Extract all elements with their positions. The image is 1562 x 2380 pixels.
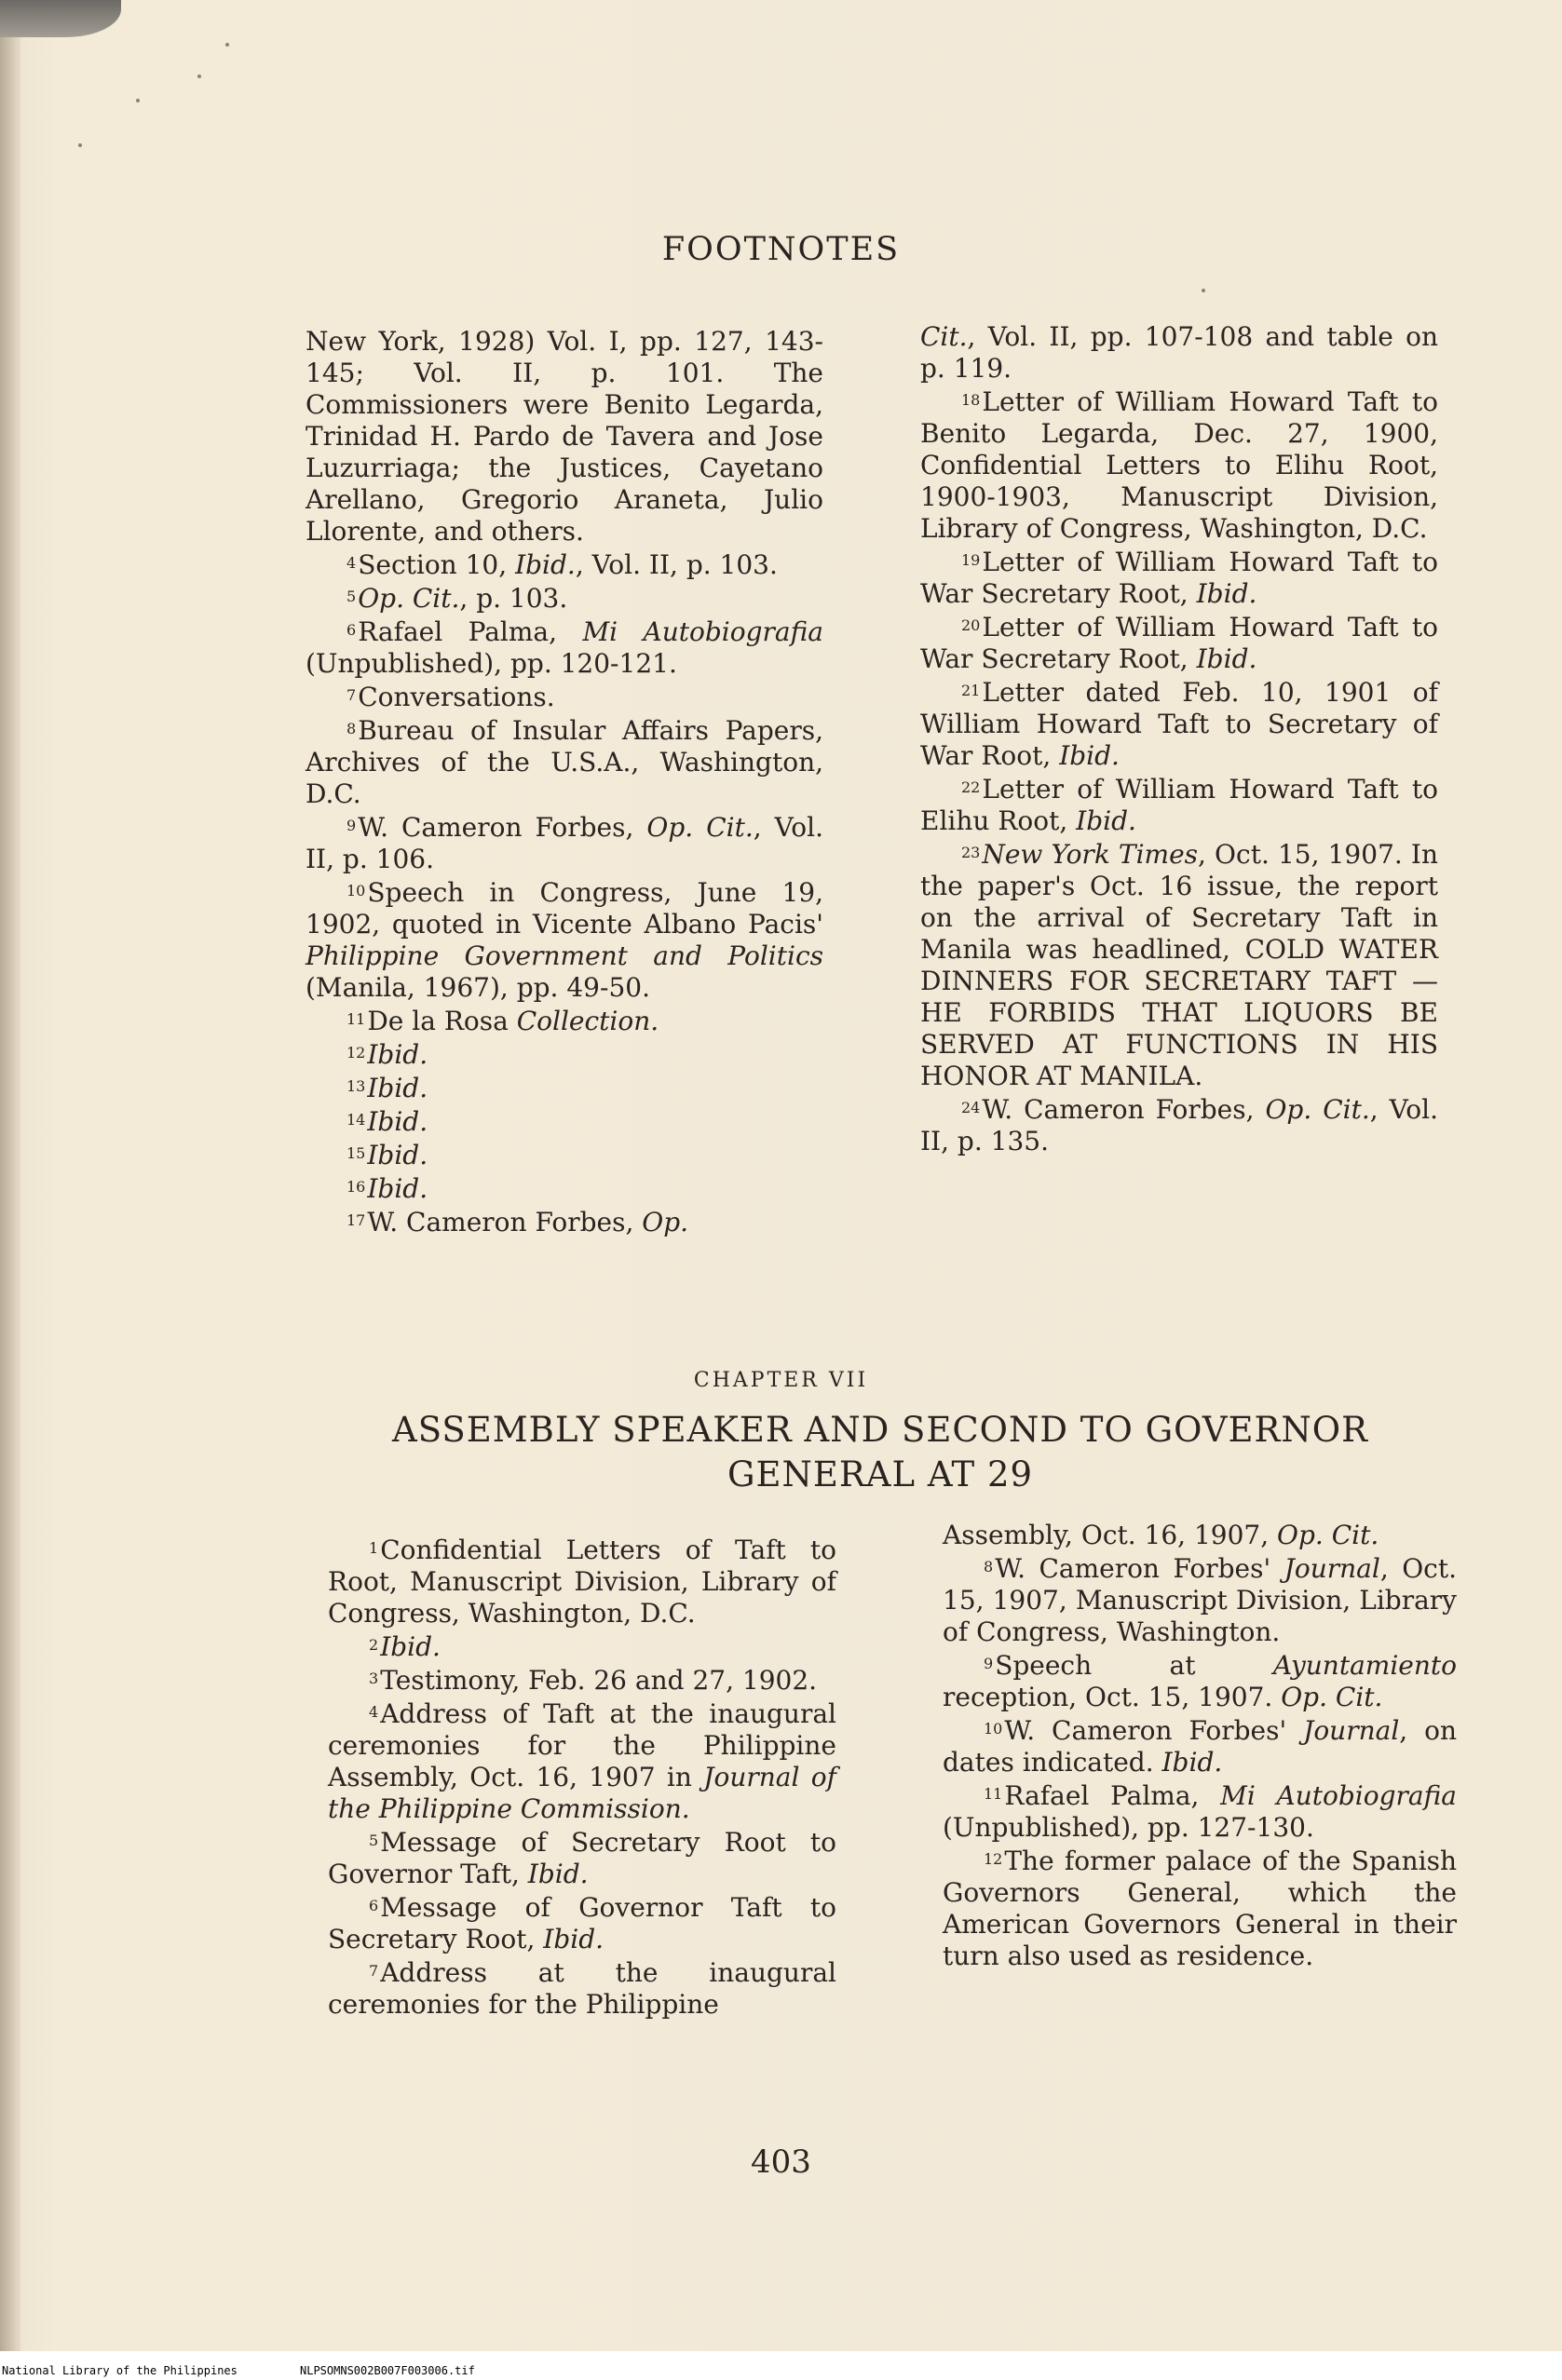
footnote [306, 1037, 823, 1071]
footnote-text: Rafael Palma, [1004, 1780, 1221, 1811]
footnote [306, 326, 823, 548]
footnote-text: Ibid. [380, 1631, 441, 1662]
footnote-number: 2 [369, 1636, 379, 1654]
footnote-text: Message of Governor Taft to Secretary Root, [328, 1892, 836, 1954]
footnote-text: Op. Cit. [1265, 1094, 1370, 1125]
footnote-number: 7 [369, 1962, 379, 1980]
footnote-text: Letter of William Howard Taft to War Secretary Root, [920, 547, 1438, 609]
footnote [920, 837, 1438, 1092]
footnote-text: Ibid. [515, 549, 576, 580]
footnote [920, 385, 1438, 545]
footnote-number: 6 [369, 1897, 379, 1914]
footnote-text: Op. Cit. [1281, 1682, 1383, 1712]
footnote-number: 7 [346, 686, 357, 704]
footnote-text: Ibid. [1076, 805, 1136, 836]
footnote [943, 1713, 1457, 1778]
footnote-text: W. Cameron Forbes' [1004, 1715, 1304, 1746]
footnote-number: 8 [346, 720, 357, 737]
footnote-text: Cit. [920, 321, 968, 352]
footnote-text: The former palace of the Spanish Governors General, which the American Governors General in their turn also used as residence. [943, 1846, 1457, 1971]
footnote-text: Op. [642, 1207, 689, 1237]
footnote [943, 1648, 1457, 1713]
footnote-text: Speech in Congress, June 19, 1902, quoted in Vicente Albano Pacis' [306, 877, 823, 940]
footnote-text: Conversations. [358, 682, 555, 712]
footnotes-right-column [920, 321, 1438, 1157]
footnote [306, 680, 823, 713]
footnote-number: 5 [369, 1832, 379, 1849]
footnote-text: Address at the inaugural ceremonies for the Philippine [328, 1957, 836, 2020]
footnote-number: 17 [346, 1211, 366, 1229]
chapter-label: CHAPTER VII [693, 1369, 869, 1392]
footnote-text: Ibid. [367, 1039, 428, 1070]
page-number: 403 [751, 2143, 811, 2181]
footnote-text: Journal of the Philippine Commission. [328, 1762, 836, 1824]
footnote [943, 1551, 1457, 1648]
footnote [943, 1520, 1457, 1551]
footnote [920, 1092, 1438, 1157]
footnote-text: De la Rosa [367, 1006, 517, 1036]
footnote-number: 3 [369, 1670, 379, 1687]
footnote [328, 1890, 836, 1955]
footnote-number: 16 [346, 1178, 366, 1196]
footnote-text: Mi Autobiografia [1220, 1780, 1457, 1811]
footnote-text: Ibid. [527, 1859, 589, 1889]
footnote [306, 1004, 823, 1037]
binding-shadow [0, 0, 20, 2351]
footnote-text: , Oct. 15, 1907. In the paper's Oct. 16 issue, the report on the arrival of Secretary Taft in Manila was headlined, COLD WATER DINNERS FOR SECRETARY TAFT — HE FORBIDS THAT LIQUORS BE SERVED AT FUNCTIONS IN HIS HONOR AT MANILA. [920, 839, 1438, 1091]
footnote-text: Testimony, Feb. 26 and 27, 1902. [380, 1665, 818, 1696]
footnote-text: Confidential Letters of Taft to Root, Manuscript Division, Library of Congress, Washington, D.C. [328, 1535, 836, 1629]
footnote-text: , Vol. II, pp. 107-108 and table on p. 119. [920, 321, 1438, 384]
scan-footer [0, 2351, 1562, 2380]
footnote [306, 1171, 823, 1205]
footnote-text: Journal [1284, 1553, 1380, 1584]
footnote-number: 8 [984, 1558, 994, 1575]
footnote [306, 713, 823, 810]
footnote-number: 9 [346, 817, 357, 834]
footnote [328, 1663, 836, 1697]
footnote [306, 1071, 823, 1104]
footnote [920, 772, 1438, 837]
footnote-text: Ibid. [367, 1106, 428, 1137]
footnote-text: Journal [1303, 1715, 1400, 1746]
footnote-number: 5 [346, 588, 357, 605]
footnote-text: W. Cameron Forbes' [995, 1553, 1284, 1584]
footnote-number: 12 [346, 1044, 366, 1062]
footnote-text: W. Cameron Forbes, [367, 1207, 643, 1237]
footnote [306, 1138, 823, 1171]
footnote-text: Bureau of Insular Affairs Papers, Archives of the U.S.A., Washington, D.C. [306, 715, 823, 809]
chapter-title [307, 1408, 1453, 1497]
footnote-text: Ibid. [1196, 578, 1257, 609]
footnote [306, 875, 823, 1004]
speck [225, 43, 229, 47]
footer-library: National Library of the Philippines [2, 2364, 238, 2377]
speck [136, 99, 140, 102]
footer-filename: NLPSOMNS002B007F003006.tif [300, 2364, 475, 2377]
footnote-text: Philippine Government and Politics [306, 940, 823, 971]
footnote-number: 10 [346, 882, 366, 899]
footnote-text: W. Cameron Forbes, [982, 1094, 1266, 1125]
footnote [328, 1825, 836, 1890]
footnote [943, 1844, 1457, 1972]
footnote-text: Ibid. [1196, 643, 1257, 674]
footnote-number: 18 [961, 391, 981, 409]
footnote-number: 9 [984, 1655, 994, 1672]
footnote [920, 610, 1438, 675]
speck [197, 74, 201, 78]
footnote-text: Message of Secretary Root to Governor Taft, [328, 1827, 836, 1889]
footnote-text: W. Cameron Forbes, [358, 812, 647, 843]
footnote-text: New York, 1928) Vol. I, pp. 127, 143-145; Vol. II, p. 101. The Commissioners were Benito Legarda, Trinidad H. Pardo de Tavera and Jose Luzurriaga; the Justices, Cayetano Arellano, Gregorio Araneta, Julio Llorente, and others. [306, 326, 823, 547]
footnote-text: Address of Taft at the inaugural ceremonies for the Philippine Assembly, Oct. 16, 1907 in [328, 1698, 836, 1792]
footnote [943, 1778, 1457, 1844]
footnote-number: 21 [961, 682, 981, 699]
footnotes-left-column [306, 326, 823, 1238]
footnote-number: 6 [346, 621, 357, 639]
footnote-number: 13 [346, 1077, 366, 1095]
speck [78, 143, 82, 147]
footnote-text: Letter of William Howard Taft to Benito Legarda, Dec. 27, 1900, Confidential Letters to Elihu Root, 1900-1903, Manuscript Division, Library of Congress, Washington, D.C. [920, 386, 1438, 544]
footnote-text: Speech at [995, 1650, 1273, 1681]
footnote-number: 24 [961, 1099, 981, 1116]
footnote-number: 12 [984, 1850, 1003, 1868]
footnote-text: , Vol. II, p. 135. [920, 1094, 1438, 1156]
footnote-text: Letter dated Feb. 10, 1901 of William Howard Taft to Secretary of War Root, [920, 677, 1438, 771]
footnote-text: (Unpublished), pp. 127-130. [943, 1812, 1314, 1843]
footnote-number: 11 [346, 1010, 366, 1028]
footnote-number: 22 [961, 778, 981, 796]
footnote-text: , Oct. 15, 1907, Manuscript Division, Library of Congress, Washington. [943, 1553, 1457, 1647]
footnote [328, 1629, 836, 1663]
footnote-text: (Unpublished), pp. 120-121. [306, 648, 677, 679]
speck [1202, 289, 1205, 292]
footnote [306, 581, 823, 615]
footnote-text: Letter of William Howard Taft to Elihu Root, [920, 774, 1438, 836]
chapter-title-line2: GENERAL AT 29 [727, 1454, 1034, 1494]
footnote [920, 321, 1438, 385]
footnote-number: 4 [369, 1703, 379, 1721]
footnote-number: 23 [961, 844, 981, 861]
footnote-text: , Vol. II, p. 103. [575, 549, 778, 580]
footnote-text: Op. Cit. [646, 812, 754, 843]
footnote-text: New York Times [982, 839, 1199, 870]
footnote-number: 11 [984, 1785, 1003, 1803]
footnote-text: Ayuntamiento [1272, 1650, 1457, 1681]
chapter-left-column [328, 1533, 836, 2021]
footnote [306, 1205, 823, 1238]
footnote-number: 19 [961, 551, 981, 569]
footnote-text: (Manila, 1967), pp. 49-50. [306, 972, 650, 1003]
chapter-title-line1: ASSEMBLY SPEAKER AND SECOND TO GOVERNOR [392, 1410, 1368, 1450]
footnote-text: Letter of William Howard Taft to War Secretary Root, [920, 612, 1438, 674]
footnote-number: 4 [346, 554, 357, 572]
footnote-text: Assembly, Oct. 16, 1907, [943, 1520, 1278, 1550]
footnote-text: Section 10, [358, 549, 516, 580]
footnote-text: , on dates indicated. [943, 1715, 1457, 1778]
footnote-number: 20 [961, 616, 981, 634]
footnote [306, 548, 823, 581]
footnote-text: Rafael Palma, [358, 616, 583, 647]
footnote-text: Ibid. [1161, 1747, 1223, 1778]
footnote-text: Ibid. [367, 1140, 428, 1170]
footnote-number: 1 [369, 1539, 379, 1557]
footnote [328, 1697, 836, 1825]
chapter-right-column [943, 1520, 1457, 1972]
footnote-text: Mi Autobiografia [582, 616, 823, 647]
footnote-text: , p. 103. [459, 583, 568, 614]
footnote-text: Op. Cit. [1277, 1520, 1379, 1550]
footnote-text: Ibid. [1059, 740, 1120, 771]
footnote [328, 1533, 836, 1629]
footnote [328, 1955, 836, 2021]
footnote-text: , Vol. II, p. 106. [306, 812, 824, 874]
footnote-text: Op. Cit. [358, 583, 460, 614]
footnotes-heading: FOOTNOTES [661, 231, 901, 268]
footnote-number: 15 [346, 1144, 366, 1162]
footnote-number: 10 [984, 1720, 1003, 1738]
footnote-number: 14 [346, 1111, 366, 1129]
footnote-text: Ibid. [367, 1073, 428, 1103]
page-corner-fold [0, 0, 121, 37]
footnote [920, 675, 1438, 772]
footnote-text: Ibid. [367, 1173, 428, 1204]
footnote-text: Ibid. [543, 1924, 604, 1954]
footnote [306, 1104, 823, 1138]
footnote [920, 545, 1438, 610]
footnote-text: Collection. [516, 1006, 659, 1036]
footnote-text: reception, Oct. 15, 1907. [943, 1682, 1282, 1712]
footnote [306, 810, 823, 875]
footnote [306, 615, 823, 680]
